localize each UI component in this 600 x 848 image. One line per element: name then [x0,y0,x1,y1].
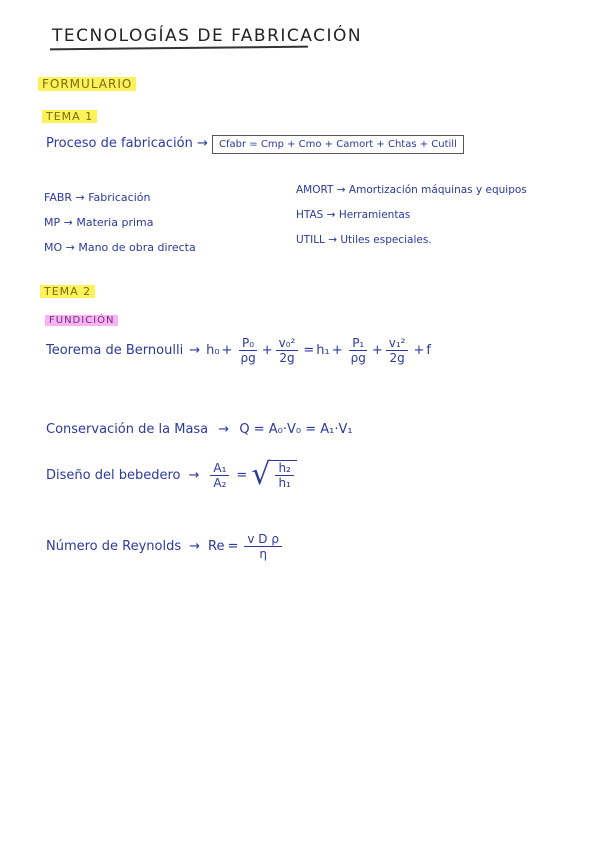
proceso-fabricacion-row [46,136,464,151]
abbrev-item: FABR → Fabricación [44,191,151,204]
abbrev-item: MO → Mano de obra directa [44,241,196,254]
v1-fraction: $\frac{\text{v₁²}}{2g}$ [386,336,409,365]
abbrev-item: UTILL → Utiles especiales. [296,234,432,246]
title-underline [50,46,308,50]
proceso-label: Proceso de fabricación [46,136,193,151]
abbreviations-left [44,185,196,260]
v0-fraction: $\frac{\text{v₀²}}{2g}$ [276,336,299,365]
p0-fraction: $\frac{\text{P₀}}{\rho g}$ [240,336,256,365]
reynolds-row: Número de Reynolds → Re = $\frac{\text{v D ρ}}{\eta}$ [46,532,285,561]
tema2-label: TEMA 2 [40,285,95,298]
h1-term: h₁ [316,343,330,358]
masa-formula: Q = A₀·V₀ = A₁·V₁ [239,422,353,437]
re-term: Re [208,539,225,554]
abbrev-item: AMORT → Amortización máquinas y equipos [296,184,527,196]
bernoulli-label: Teorema de Bernoulli [46,343,184,358]
abbrev-item: HTAS → Herramientas [296,209,411,221]
height-fraction: $\frac{\text{h₂}}{\text{h₁}}$ [275,461,293,490]
bebedero-label: Diseño del bebedero [46,467,181,483]
abbrev-item: MP → Materia prima [44,216,154,229]
sqrt-symbol: √ $\frac{\text{h₂}}{\text{h₁}}$ [251,460,297,490]
fundicion-label: FUNDICIÓN [45,315,118,326]
bebedero-row: Diseño del bebedero → $\frac{\text{A₁}}{\text{A₂}}$ = √ $\frac{\text{h₂}}{\text{h₁}}$ [46,460,297,490]
h0-term: h₀ [206,343,220,358]
masa-row: Conservación de la Masa → Q = A₀·V₀ = A₁·V₁ [46,422,353,437]
arrow: → [196,136,208,151]
f-term: f [426,343,431,358]
reynolds-label: Número de Reynolds [46,539,182,554]
p1-fraction: $\frac{\text{P₁}}{\rho g}$ [350,336,366,365]
area-fraction: $\frac{\text{A₁}}{\text{A₂}}$ [210,461,229,490]
bernoulli-row: Teorema de Bernoulli → h₀ + $\frac{\text{P₀}}{\rho g}$ + $\frac{\text{v₀²}}{2g}$ = h₁ + $\frac{\text{P₁}}{\rho g}$ + $\frac{\text{v₁²}}{2g}$ + f [46,336,431,365]
masa-label: Conservación de la Masa [46,422,209,437]
page-title: TECNOLOGÍAS DE FABRICACIÓN [52,26,363,46]
reynolds-fraction: $\frac{\text{v D ρ}}{\eta}$ [244,532,282,561]
cost-formula-box: Cfabr = Cmp + Cmo + Camort + Chtas + Cutill [212,135,464,154]
tema1-label: TEMA 1 [42,110,97,123]
abbreviations-right [296,178,527,253]
formulario-label: FORMULARIO [38,77,136,91]
